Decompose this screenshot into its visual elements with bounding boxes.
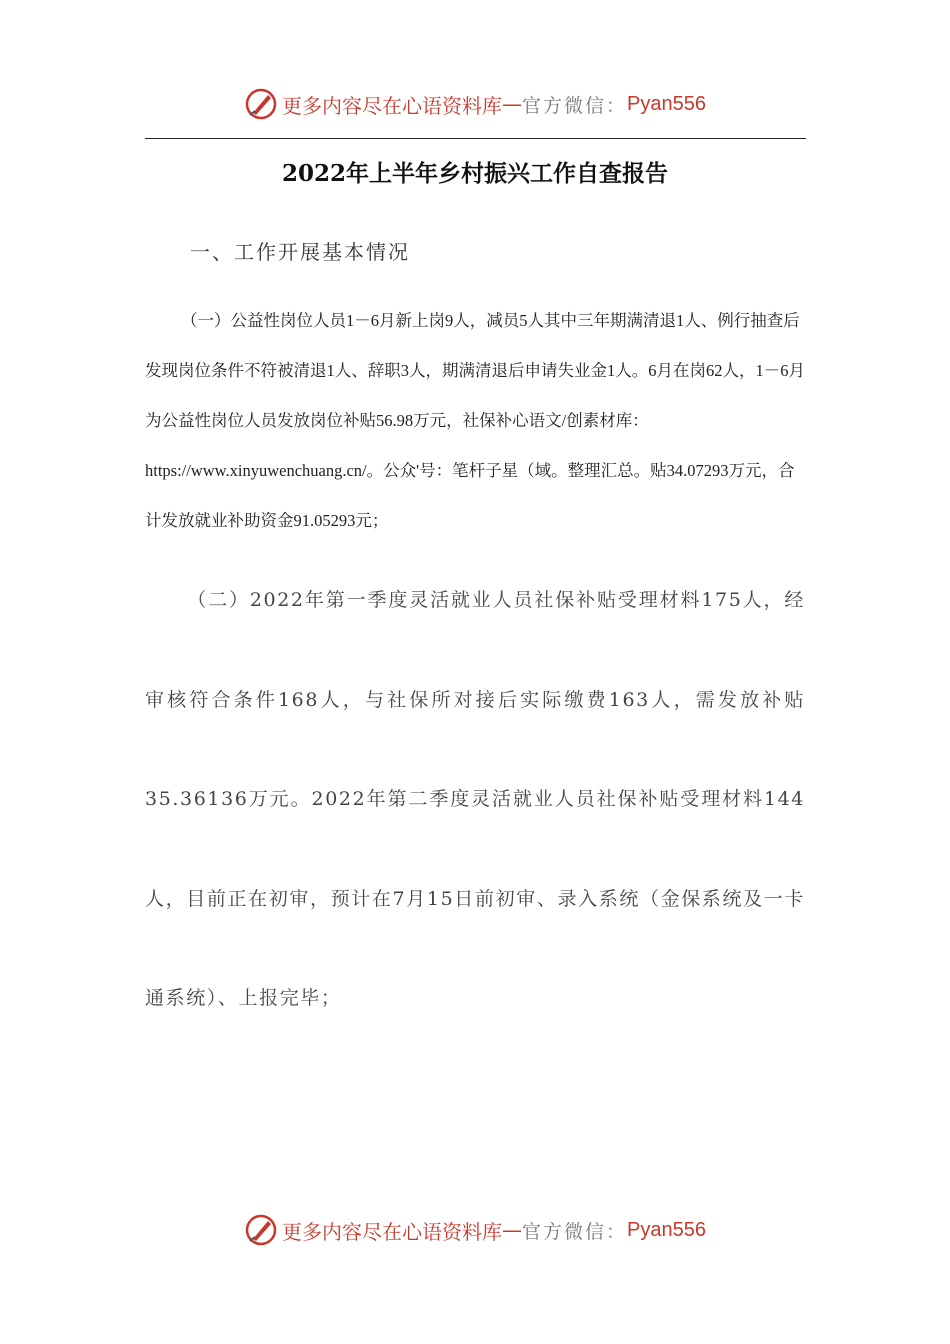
feather-pen-logo-icon (244, 1213, 278, 1247)
paragraph-1-text: （一）公益性岗位人员1－6月新上岗9人，减员5人其中三年期满清退1人、例行抽查后发现岗位条件不符被清退1人、辞职3人，期满清退后申请失业金1人。6月在岗62人，1－6月为公益性岗位人员发放岗位补贴56.98万元，社保补心语文/创素材库：https://www.xinyuwenchuang.cn/。公众'号：笔杆子星（域。整理汇总。贴34.07293万元，合计发放就业补助资金91.05293元； (145, 311, 805, 530)
banner-wechat-id: Pyan556 (627, 1218, 706, 1241)
banner-site-text: 更多内容尽在心语资料库 (282, 1219, 502, 1244)
banner-dash: — (502, 92, 522, 116)
paragraph-2-text: （二）2022年第一季度灵活就业人员社保补贴受理材料175人，经审核符合条件168人，与社保所对接后实际缴费163人，需发放补贴35.36136万元。2022年第二季度灵活就业人员社保补贴受理材料144人，目前正在初审，预计在7月15日前初审、录入系统（金保系统及一卡通系统）、上报完毕； (145, 589, 805, 1009)
banner-site-text: 更多内容尽在心语资料库 (282, 93, 502, 118)
header-banner (0, 84, 950, 124)
feather-pen-logo-icon (244, 87, 278, 121)
banner-dash: — (502, 1218, 522, 1242)
footer-banner (0, 1210, 950, 1250)
banner-wechat-label: 官方微信： (522, 1220, 628, 1243)
section-heading: 一、工作开展基本情况 (190, 240, 410, 264)
paragraph-2 (145, 551, 805, 1049)
banner-wechat-id: Pyan556 (627, 92, 706, 115)
banner-wechat-label: 官方微信： (522, 94, 628, 117)
paragraph-1 (145, 296, 805, 546)
header-rule (145, 138, 806, 139)
document-title: 2022年上半年乡村振兴工作自查报告 (281, 160, 668, 187)
